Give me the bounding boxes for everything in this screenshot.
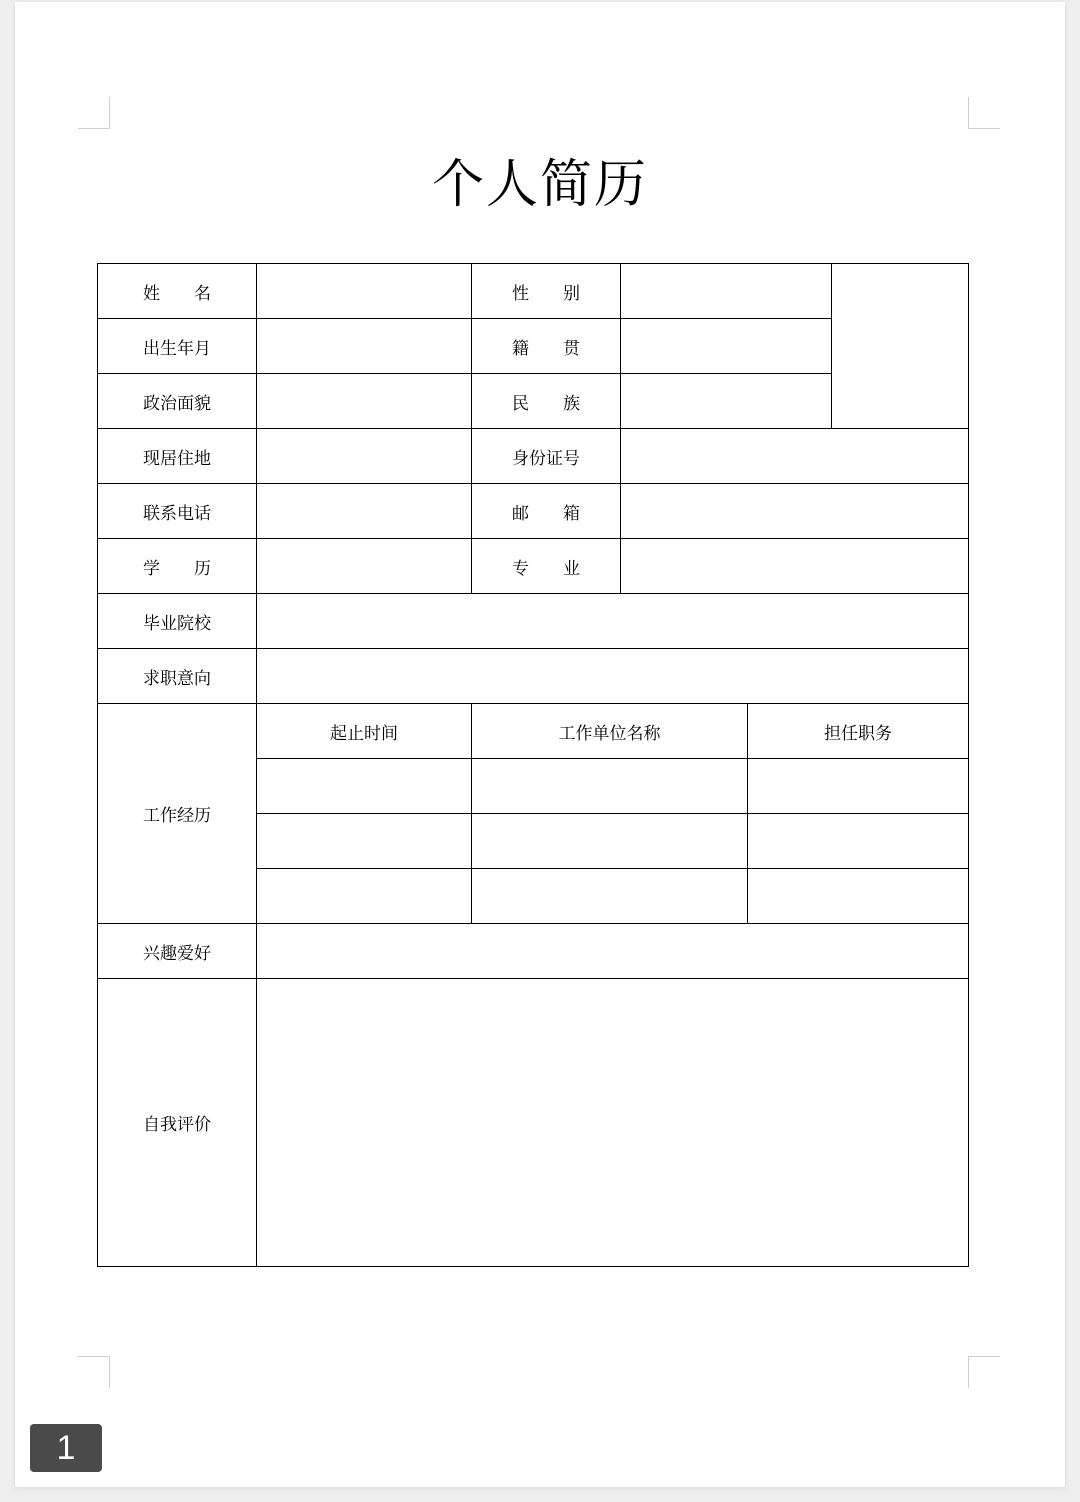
ethnicity-field[interactable] — [621, 374, 832, 429]
education-label: 学 历 — [98, 539, 257, 594]
work-header-position: 担任职务 — [748, 704, 969, 759]
native-place-field[interactable] — [621, 319, 832, 374]
table-row — [98, 649, 969, 704]
work-header-employer: 工作单位名称 — [472, 704, 748, 759]
hobbies-label: 兴趣爱好 — [98, 924, 257, 979]
birth-label: 出生年月 — [98, 319, 257, 374]
political-status-field[interactable] — [257, 374, 472, 429]
name-field[interactable] — [257, 264, 472, 319]
work-position-field[interactable] — [748, 759, 969, 814]
table-row — [98, 594, 969, 649]
photo-cell[interactable] — [832, 264, 969, 429]
residence-field[interactable] — [257, 429, 472, 484]
work-period-field[interactable] — [257, 759, 472, 814]
work-period-field[interactable] — [257, 869, 472, 924]
resume-table — [97, 263, 969, 1267]
table-row — [98, 484, 969, 539]
email-field[interactable] — [621, 484, 969, 539]
id-number-label: 身份证号 — [472, 429, 621, 484]
email-label: 邮 箱 — [472, 484, 621, 539]
table-row — [98, 539, 969, 594]
job-intention-label: 求职意向 — [98, 649, 257, 704]
major-field[interactable] — [621, 539, 969, 594]
gender-label: 性 别 — [472, 264, 621, 319]
margin-corner-mark — [968, 1356, 1000, 1388]
hobbies-field[interactable] — [257, 924, 969, 979]
job-intention-field[interactable] — [257, 649, 969, 704]
work-position-field[interactable] — [748, 869, 969, 924]
work-experience-label: 工作经历 — [98, 704, 257, 924]
table-row — [98, 704, 969, 759]
table-row — [98, 429, 969, 484]
self-evaluation-label: 自我评价 — [98, 979, 257, 1267]
margin-corner-mark — [78, 97, 110, 129]
table-row — [98, 924, 969, 979]
gender-field[interactable] — [621, 264, 832, 319]
residence-label: 现居住地 — [98, 429, 257, 484]
table-row — [98, 979, 969, 1267]
school-label: 毕业院校 — [98, 594, 257, 649]
education-field[interactable] — [257, 539, 472, 594]
work-employer-field[interactable] — [472, 759, 748, 814]
birth-field[interactable] — [257, 319, 472, 374]
work-position-field[interactable] — [748, 814, 969, 869]
school-field[interactable] — [257, 594, 969, 649]
native-place-label: 籍 贯 — [472, 319, 621, 374]
id-number-field[interactable] — [621, 429, 969, 484]
margin-corner-mark — [968, 97, 1000, 129]
table-row — [98, 264, 969, 319]
document-title: 个人简历 — [431, 155, 648, 215]
work-period-field[interactable] — [257, 814, 472, 869]
page-number-badge: 1 — [30, 1424, 102, 1472]
ethnicity-label: 民 族 — [472, 374, 621, 429]
work-header-period: 起止时间 — [257, 704, 472, 759]
margin-corner-mark — [78, 1356, 110, 1388]
work-employer-field[interactable] — [472, 869, 748, 924]
self-evaluation-field[interactable] — [257, 979, 969, 1267]
name-label: 姓 名 — [98, 264, 257, 319]
political-status-label: 政治面貌 — [98, 374, 257, 429]
work-employer-field[interactable] — [472, 814, 748, 869]
phone-field[interactable] — [257, 484, 472, 539]
phone-label: 联系电话 — [98, 484, 257, 539]
major-label: 专 业 — [472, 539, 621, 594]
